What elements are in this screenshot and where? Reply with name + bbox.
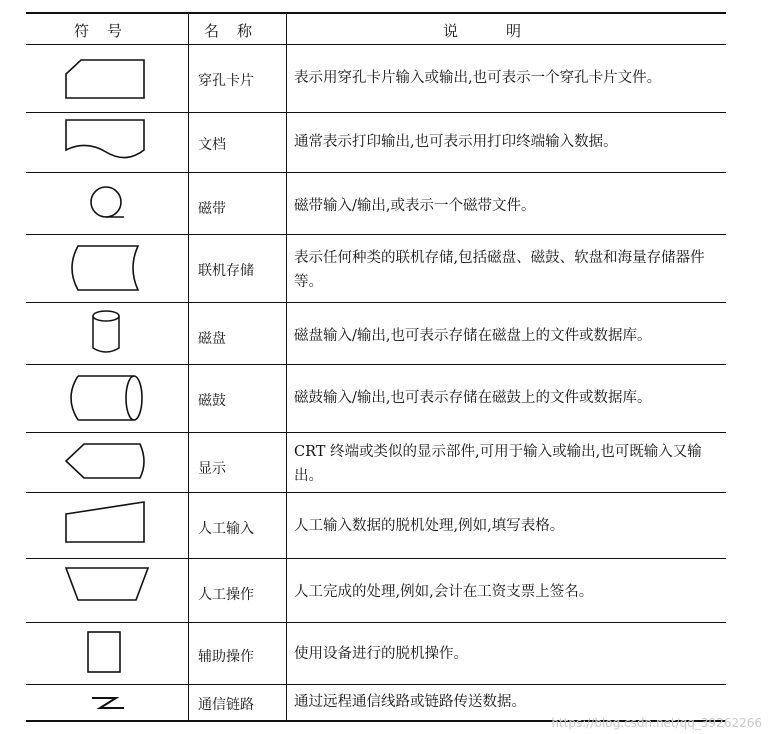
row-description: 磁鼓输入/输出,也可表示存储在磁鼓上的文件或数据库。 bbox=[294, 390, 652, 406]
row-name: 辅助操作 bbox=[198, 649, 254, 665]
auxiliary-operation-icon bbox=[26, 624, 184, 682]
row-description: CRT 终端或类似的显示部件,可用于输入或输出,也可既输入又输出。 bbox=[294, 444, 702, 484]
magnetic-tape-icon bbox=[26, 174, 184, 232]
row-description: 通常表示打印输出,也可表示用打印终端输入数据。 bbox=[294, 134, 618, 150]
manual-operation-icon bbox=[26, 562, 184, 618]
row-name: 文档 bbox=[198, 137, 226, 153]
row-rule bbox=[26, 684, 726, 685]
row-rule bbox=[26, 364, 726, 365]
document-icon bbox=[26, 114, 184, 170]
header-name: 名称 bbox=[203, 22, 270, 40]
row-description: 磁带输入/输出,或表示一个磁带文件。 bbox=[294, 198, 536, 214]
row-description: 磁盘输入/输出,也可表示存储在磁盘上的文件或数据库。 bbox=[294, 328, 652, 344]
row-rule bbox=[26, 112, 726, 113]
row-name: 人工操作 bbox=[198, 587, 254, 603]
row-rule bbox=[26, 234, 726, 235]
row-rule bbox=[26, 432, 726, 433]
row-description: 表示用穿孔卡片输入或输出,也可表示一个穿孔卡片文件。 bbox=[294, 70, 662, 86]
header-symbol: 符号 bbox=[73, 22, 140, 40]
watermark: https://blog.csdn.net/qq_39262266 bbox=[551, 716, 762, 730]
communication-link-icon bbox=[26, 686, 184, 718]
display-icon bbox=[26, 434, 184, 490]
row-rule bbox=[26, 492, 726, 493]
header-rule bbox=[26, 44, 726, 45]
row-description: 人工输入数据的脱机处理,例如,填写表格。 bbox=[294, 518, 565, 534]
punched-card-icon bbox=[26, 52, 184, 108]
manual-input-icon bbox=[26, 496, 184, 552]
row-rule bbox=[26, 622, 726, 623]
row-name: 通信链路 bbox=[198, 697, 254, 713]
row-name: 磁盘 bbox=[198, 331, 226, 347]
column-divider bbox=[286, 12, 287, 720]
row-description: 通过远程通信线路或链路传送数据。 bbox=[294, 694, 526, 710]
row-name: 人工输入 bbox=[198, 521, 254, 537]
column-divider bbox=[188, 12, 189, 720]
table-top-rule bbox=[26, 12, 726, 14]
row-name: 磁带 bbox=[198, 201, 226, 217]
row-name: 穿孔卡片 bbox=[198, 73, 254, 89]
magnetic-disk-icon bbox=[26, 304, 184, 362]
row-description: 人工完成的处理,例如,会计在工资支票上签名。 bbox=[294, 584, 594, 600]
header-description: 说明 bbox=[442, 22, 569, 40]
row-rule bbox=[26, 172, 726, 173]
row-description: 使用设备进行的脱机操作。 bbox=[294, 646, 468, 662]
row-description: 表示任何种类的联机存储,包括磁盘、磁鼓、软盘和海量存储器件等。 bbox=[294, 250, 705, 290]
online-storage-icon bbox=[26, 238, 184, 300]
magnetic-drum-icon bbox=[26, 368, 184, 428]
row-name: 显示 bbox=[198, 461, 226, 477]
row-name: 磁鼓 bbox=[198, 393, 226, 409]
row-name: 联机存储 bbox=[198, 263, 254, 279]
row-rule bbox=[26, 302, 726, 303]
row-rule bbox=[26, 558, 726, 559]
